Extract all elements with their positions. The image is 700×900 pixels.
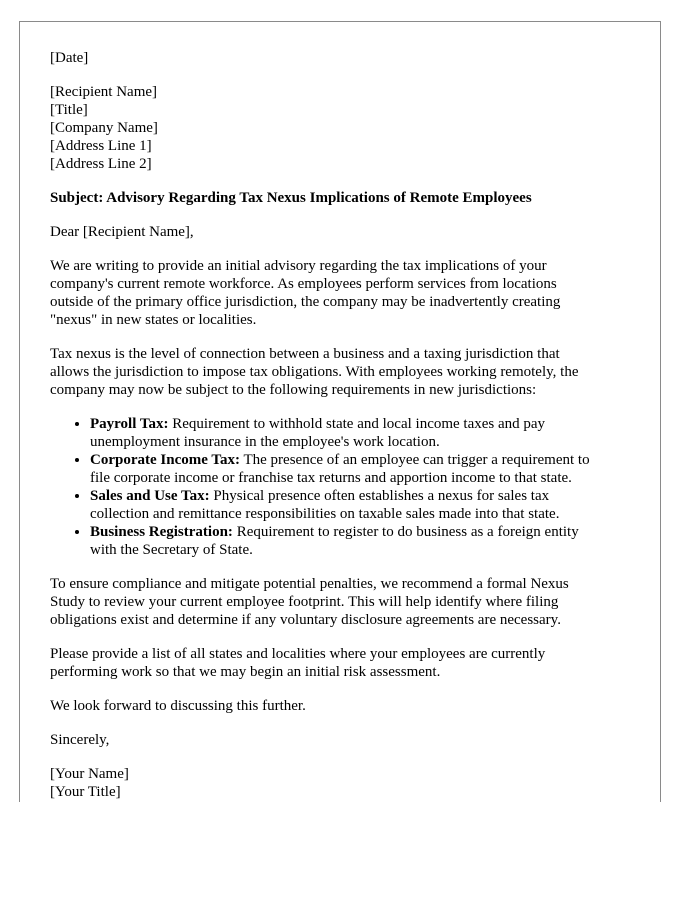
sender-block [50, 765, 640, 801]
paragraph-line: To ensure compliance and mitigate potential penalties, we recommend a formal Nexus [50, 576, 569, 592]
signoff [50, 731, 640, 749]
paragraph-request [50, 645, 640, 681]
list-item-term: Corporate Income Tax: [90, 452, 240, 468]
requirements-list [50, 415, 640, 559]
recipient-address-line-1: [Address Line 1] [50, 138, 152, 154]
list-item-text: unemployment insurance in the employee's work location. [90, 434, 440, 450]
paragraph-line: company may now be subject to the following requirements in new jurisdictions: [50, 382, 537, 398]
signoff-text: Sincerely, [50, 732, 110, 748]
paragraph-intro [50, 257, 640, 329]
subject-line [50, 189, 640, 207]
list-item-term: Business Registration: [90, 524, 233, 540]
letter-body [50, 49, 640, 801]
list-item-text: file corporate income or franchise tax returns and apportion income to that state. [90, 470, 572, 486]
closing-text: We look forward to discussing this further. [50, 698, 306, 714]
date-line [50, 49, 640, 67]
list-item-text: Physical presence often establishes a nexus for sales tax [209, 488, 550, 504]
recipient-company: [Company Name] [50, 120, 158, 136]
list-item-business-registration [90, 523, 640, 559]
recipient-name: [Recipient Name] [50, 84, 158, 100]
list-item-corporate-income-tax [90, 451, 640, 487]
paragraph-line: obligations exist and determine if any voluntary disclosure agreements are necessary. [50, 612, 561, 628]
list-item-text: Requirement to register to do business as a foreign entity [232, 524, 579, 540]
paragraph-line: We are writing to provide an initial advisory regarding the tax implications of your [50, 258, 547, 274]
paragraph-line: allows the jurisdiction to impose tax obligations. With employees working remotely, the [50, 364, 579, 380]
list-item-term: Sales and Use Tax: [90, 488, 210, 504]
list-item-payroll-tax [90, 415, 640, 451]
sender-title: [Your Title] [50, 784, 121, 800]
list-item-text: with the Secretary of State. [90, 542, 253, 558]
paragraph-line: company's current remote workforce. As employees perform services from locations [50, 276, 557, 292]
list-item-term: Payroll Tax: [90, 416, 169, 432]
paragraph-line: Tax nexus is the level of connection between a business and a taxing jurisdiction that [50, 346, 560, 362]
list-item-text: collection and remittance responsibilities on taxable sales made into that state. [90, 506, 560, 522]
salutation [50, 223, 640, 241]
paragraph-recommendation [50, 575, 640, 629]
recipient-address-line-2: [Address Line 2] [50, 156, 152, 172]
sender-name: [Your Name] [50, 766, 129, 782]
list-item-text: Requirement to withhold state and local income taxes and pay [168, 416, 546, 432]
paragraph-line: Study to review your current employee footprint. This will help identify where filing [50, 594, 559, 610]
list-item-sales-and-use-tax [90, 487, 640, 523]
paragraph-line: outside of the primary office jurisdiction, the company may be inadvertently creating [50, 294, 561, 310]
paragraph-nexus-definition [50, 345, 640, 399]
recipient-address-block [50, 83, 640, 173]
list-item-text: The presence of an employee can trigger a requirement to [240, 452, 590, 468]
subject-text: Subject: Advisory Regarding Tax Nexus Implications of Remote Employees [50, 190, 532, 206]
paragraph-line: performing work so that we may begin an initial risk assessment. [50, 664, 441, 680]
paragraph-line: "nexus" in new states or localities. [50, 312, 257, 328]
recipient-title: [Title] [50, 102, 88, 118]
salutation-text: Dear [Recipient Name], [50, 224, 194, 240]
letter-page [19, 21, 661, 802]
paragraph-line: Please provide a list of all states and localities where your employees are currently [50, 646, 546, 662]
closing-line [50, 697, 640, 715]
date-text: [Date] [50, 50, 89, 66]
